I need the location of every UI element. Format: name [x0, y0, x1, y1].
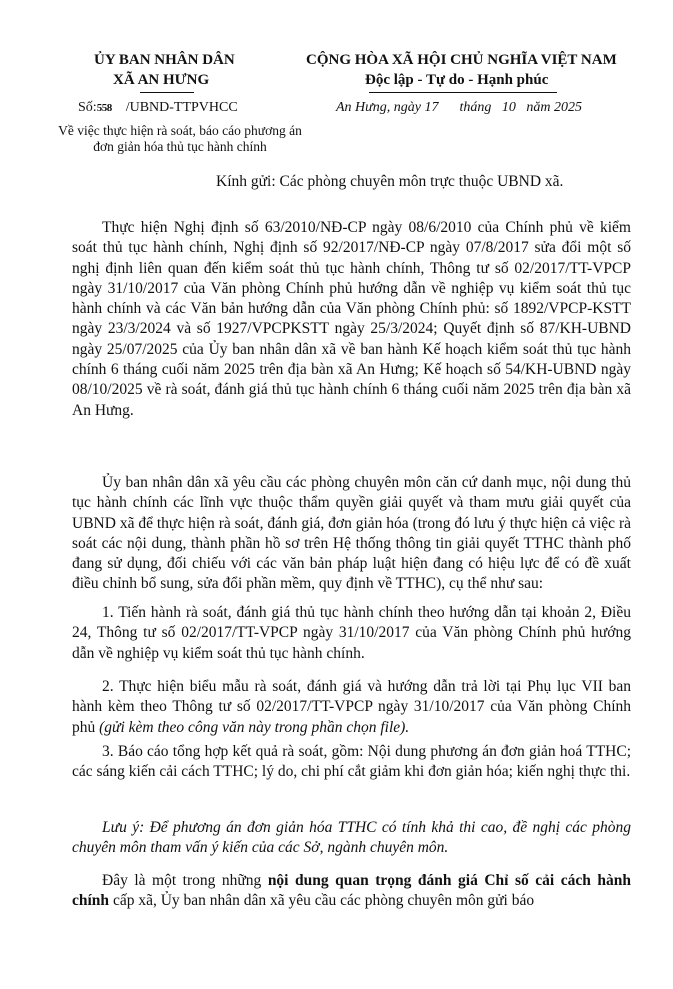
body-paragraph-1: Thực hiện Nghị định số 63/2010/NĐ-CP ngày 08/6/2010 của Chính phủ về kiểm soát thủ tục hành chính, Nghị định số 92/2017/NĐ-CP ngày 07/8/2017 sửa đổi một số nghị định liên quan đến kiểm soát thủ tục hành chính, Thông tư số 02/2017/TT-VPCP ngày 31/10/2017 của Văn phòng Chính phủ hướng dẫn về nghiệp vụ kiểm soát thủ tục hành chính và các Văn bản hướng dẫn của Văn phòng Chính phủ: số 1892/VPCP-KSTT ngày 23/3/2024 và số 1927/VPCPKSTT ngày 25/3/2024; Quyết định số 87/KH-UBND ngày 25/07/2025 của Ủy ban nhân dân xã về ban hành Kế hoạch kiểm soát thủ tục hành chính 6 tháng cuối năm 2025 trên địa bàn xã An Hưng; Kế hoạch số 54/KH-UBND ngày 08/10/2025 về rà soát, đánh giá thủ tục hành chính 6 tháng cuối năm 2025 trên địa bàn xã An Hưng. — [72, 219, 631, 419]
national-title: CỘNG HÒA XÃ HỘI CHỦ NGHĨA VIỆT NAM — [306, 52, 617, 68]
closing-text-a: Đây là một trong những — [102, 872, 268, 889]
body-paragraph-item-1: 1. Tiến hành rà soát, đánh giá thủ tục hành chính theo hướng dẫn tại khoản 2, Điều 24, Thông tư số 02/2017/TT-VPCP ngày 31/10/2017 của Văn phòng Chính phủ hướng dẫn về nghiệp vụ kiểm soát thủ tục hành chính. — [72, 604, 631, 662]
item-2-text: 2. Thực hiện biểu mẫu rà soát, đánh giá và hướng dẫn trả lời tại Phụ lục VII ban hành kèm theo Thông tư số 02/2017/TT-VPCP ngày 31/10/2017 của Văn phòng Chính phủ — [72, 678, 631, 736]
body-note: Lưu ý: Để phương án đơn giản hóa TTHC có tính khả thi cao, đề nghị các phòng chuyên môn tham vấn ý kiến của các Sở, ngành chuyên môn. — [72, 819, 631, 857]
doc-number-prefix: Số: — [78, 100, 97, 115]
date-day: 17 — [424, 100, 439, 115]
doc-number-suffix: /UBND-TTPVHCC — [125, 100, 238, 115]
closing-emphasis: nội dung quan trọng đánh giá Chỉ số cải cách hành chính — [72, 872, 631, 910]
org-underline — [140, 92, 194, 93]
date-place: An Hưng, ngày — [336, 100, 422, 115]
document-subject: Về việc thực hiện rà soát, báo cáo phương án đơn giản hóa thủ tục hành chính — [58, 123, 302, 154]
org-name-line1: ỦY BAN NHÂN DÂN — [94, 52, 235, 68]
body-paragraph-closing — [72, 871, 631, 912]
date-month-label: tháng — [459, 100, 492, 115]
motto-underline — [369, 92, 557, 93]
closing-text-c: cấp xã, Ủy ban nhân dân xã yêu cầu các phòng chuyên môn gửi báo — [109, 892, 535, 910]
date-year: năm 2025 — [526, 100, 583, 115]
body-paragraph-2: Ủy ban nhân dân xã yêu cầu các phòng chuyên môn căn cứ danh mục, nội dung thủ tục hành chính các lĩnh vực thuộc thẩm quyền giải quyết và tham mưu giải quyết của UBND xã để thực hiện rà soát, đánh giá, đơn giản hóa (trong đó lưu ý thực hiện cả việc rà soát các nội dung, thành phần hồ sơ trên Hệ thống thông tin giải quyết TTHC thành phố đang sử dụng, đối chiếu với các văn bản pháp luật hiện đang có hiệu lực để có đề xuất điều chỉnh bổ sung, sửa đổi phần mềm, quy định về TTHC), cụ thể như sau: — [72, 474, 631, 593]
item-2-attachment-note: (gửi kèm theo công văn này trong phần chọn file). — [99, 718, 410, 736]
doc-number-value: 558 — [96, 102, 112, 114]
body-paragraph-item-2 — [72, 677, 631, 738]
document-date — [336, 100, 582, 116]
national-motto: Độc lập - Tự do - Hạnh phúc — [365, 72, 549, 88]
body-paragraph-item-3: 3. Báo cáo tổng hợp kết quả rà soát, gồm: Nội dung phương án đơn giản hoá TTHC; các sáng kiến cải cách TTHC; lý do, chi phí cắt giảm khi đơn giản hóa; kiến nghị thực thi. — [72, 743, 631, 781]
document-number — [78, 100, 238, 116]
recipient-line: Kính gửi: Các phòng chuyên môn trực thuộc UBND xã. — [216, 173, 564, 190]
date-month: 10 — [501, 100, 516, 115]
org-name-line2: XÃ AN HƯNG — [113, 72, 210, 88]
